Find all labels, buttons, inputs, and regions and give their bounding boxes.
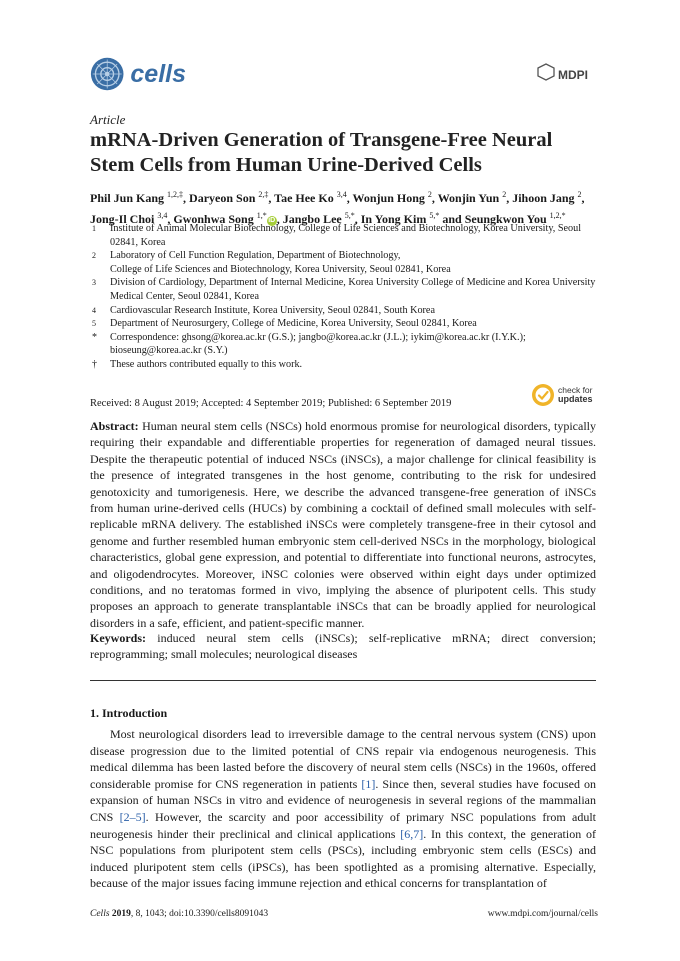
correspondence: * Correspondence: ghsong@korea.ac.kr (G.S.); jangbo@korea.ac.kr (J.L.); iykim@korea.ac.kr (I.Y.K.); bioseung@korea.ac.kr (S.Y.) (92, 331, 526, 357)
check-updates-line2: updates (558, 394, 593, 404)
author-name: Jangbo Lee (282, 212, 342, 226)
author-name: Phil Jun Kang (90, 191, 165, 205)
article-title: mRNA-Driven Generation of Transgene-Free Neural Stem Cells from Human Urine-Derived Cells (90, 129, 553, 176)
divider (90, 680, 596, 681)
check-updates-line1: check for (558, 385, 593, 395)
keywords-text: induced neural stem cells (iNSCs); self-replicative mRNA; direct conversion; reprogramming; small molecules; neurological diseases (90, 631, 597, 662)
check-for-updates-badge[interactable] (531, 383, 603, 407)
author-sup: 3,4 (336, 190, 347, 199)
affiliations (90, 222, 600, 372)
author-name: In Yong Kim (360, 212, 427, 226)
affiliation-item: 5 Department of Neurosurgery, College of Medicine, Korea University, Seoul 02841, Korea (92, 318, 477, 330)
author-sup: 2 (577, 190, 582, 199)
author-sup: 5,* (429, 211, 440, 220)
author-sup: 1,2,* (549, 211, 566, 220)
section-heading: 1. Introduction (90, 706, 168, 720)
keywords (90, 630, 596, 663)
author-name: Seungkwon You (464, 212, 547, 226)
abstract (90, 418, 596, 631)
journal-name: cells (130, 59, 186, 88)
footer-citation: Cells 2019, 8, 1043; doi:10.3390/cells8091043 (90, 909, 269, 919)
introduction-paragraph: Most neurological disorders lead to irreversible damage to the central nervous system (CNS) upon disease progression due to the limited potential of CNS repair via endogenous neurogenesis. This medical dilemma has been lasted before the discovery of neural stem cells (NSCs) in the 1960s, offered considerable promise for CNS regeneration in patients [1]. Since then, several studies have focused on expansion of human NSCs in vitro and evidence of neurogenesis in several regions of the mammalian CNS [2–5]. However, the scarcity and poor accessibility of primary NSC populations from adult neurogenesis hinder their preclinical and clinical applications [6,7]. In this context, the generation of NSC populations from pluripotent stem cells (PSCs), including embryonic stem cells (ESCs) and induced pluripotent stem cells (iPSCs), has been spotlighted as a promising alternative. Especially, because of the major issues facing immune rejection and ethical concerns for transplantation of (90, 727, 597, 891)
author-sup: 1,2,‡ (167, 190, 184, 199)
author-name: Jihoon Jang (512, 191, 575, 205)
author-name: Jong-Il Choi (90, 212, 155, 226)
citation-link[interactable]: [6,7] (400, 826, 424, 841)
publication-dates: Received: 8 August 2019; Accepted: 4 September 2019; Published: 6 September 2019 (90, 398, 452, 409)
affiliation-item: 2 Laboratory of Cell Function Regulation, Department of Biotechnology, College of Life Sciences and Biotechnology, Korea University, Seoul 02841, Korea (92, 250, 451, 275)
publisher-name: MDPI (558, 68, 588, 82)
citation-link[interactable]: [1] (361, 776, 376, 791)
mdpi-logo-icon (536, 62, 588, 86)
journal-logo (90, 52, 186, 96)
abstract-label: Abstract: (90, 419, 139, 433)
author-sup: 2 (427, 190, 432, 199)
author-sup: 5,* (344, 211, 355, 220)
author-name: Wonjun Hong (352, 191, 425, 205)
author-name: Daryeon Son (189, 191, 256, 205)
equal-contribution-note: † These authors contributed equally to this work. (92, 358, 303, 370)
cells-logo-icon (90, 55, 124, 93)
author-sup: 2 (502, 190, 507, 199)
abstract-text: Human neural stem cells (NSCs) hold enormous promise for neurological disorders, typically requiring their expandable and differentiable properties for regeneration of damaged neural tissues. Despite the therapeutic potential of induced NSCs (iNSCs), a major challenge for clinical feasibility is the presence of integrated transgenes in the host genome, contributing to the risk for undesired genotoxicity and tumorigenesis. Here, we describe the advanced transgene-free generation of iNSCs from human urine-derived cells (HUCs) by combining a cocktail of defined small molecules with self-replicable mRNA delivery. The established iNSCs were completely transgene-free in their cytosol and genome and further resembled human embryonic stem cell-derived NSCs in the morphology, biological characteristics, global gene expression, and potential to differentiate into functional neurons, astrocytes, and oligodendrocytes. Moreover, iNSC colonies were observed within eight days under optimized conditions, and no teratomas formed in vivo, implying the absence of pluripotent cells. This study proposes an approach to generate transplantable iNSCs that can be broadly applied for neurological disorders in a safe, efficient, and patient-specific manner. (90, 419, 597, 630)
author-sup: 2,‡ (258, 190, 269, 199)
author-name: Wonjin Yun (437, 191, 500, 205)
author-name: Gwonhwa Song (173, 212, 254, 226)
author-list: Phil Jun Kang $^{1,2,\ddagger}$, Daryeon Son $^{2,\ddagger}$, Tae Hee Ko $^{3,4}$, Wonjun Hong $^2$, Wonjin Yun $^2$, Jihoon Jang $^2$, Jong-Il Choi $^{3,4}$, Gwonhwa Song $^{1,*}$iD , Jangbo Lee $^{5,*}$, In Yong Kim $^{5,*}$ and Seungkwon You $^{1,2,*}$ (90, 190, 585, 226)
author-sup: 3,4 (157, 211, 168, 220)
footer-url[interactable]: www.mdpi.com/journal/cells (487, 909, 598, 919)
citation-link[interactable]: [2–5] (119, 809, 146, 824)
affiliation-item: 3 Division of Cardiology, Department of Internal Medicine, Korea University College of Medicine and Korea University Medical Center, Seoul 02841, Korea (92, 277, 596, 302)
affiliation-item: 1 Institute of Animal Molecular Biotechnology, College of Life Sciences and Biotechnology, Korea University, Seoul 02841, Korea (92, 223, 582, 248)
author-name: Tae Hee Ko (274, 191, 334, 205)
orcid-icon[interactable]: iD (268, 217, 276, 224)
keywords-label: Keywords: (90, 631, 146, 645)
article-type: Article (90, 112, 126, 127)
affiliation-item: 4 Cardiovascular Research Institute, Korea University, Seoul 02841, South Korea (92, 304, 435, 316)
check-updates-icon (531, 383, 555, 407)
author-sup: 1,* (256, 211, 267, 220)
